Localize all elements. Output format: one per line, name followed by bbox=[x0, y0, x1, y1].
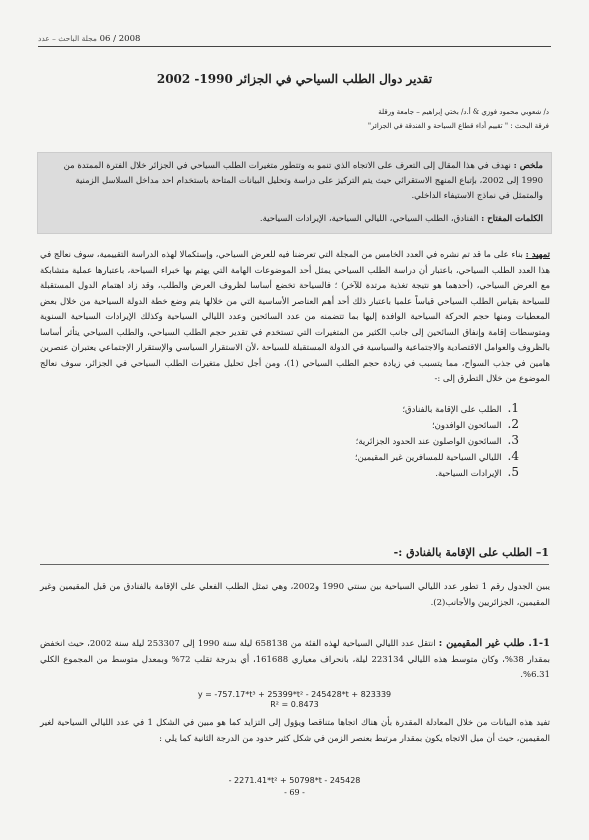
keywords: الكلمات المفتاح : الفنادق، الطلب السياحي، الليالي السياحية، الإيرادات السياحية. bbox=[259, 214, 543, 224]
abstract-text: ملخص : نهدف في هذا المقال إلى التعرف على الاتجاه الذي تنمو به وتتطور متغيرات الطلب السياحي في الجزائر خلال الفترة الممتدة من 1990 إلى 2002، بإتباع المنهج الاستقرائي حيث يتم التركيز على دراسة وتحليل البيانات المتاحة باستخدام احد مداخل السلاسل الزمنية والمتمثل في نماذج الاستيفاء الداخلي. bbox=[63, 161, 543, 201]
list-item: 3.السائحون الواصلون عند الحدود الجزائرية؛ bbox=[355, 433, 519, 447]
list-item: 4.الليالي السياحية للمسافرين غير المقيمين؛ bbox=[354, 449, 519, 463]
abstract-box bbox=[37, 152, 552, 234]
regression-equation: y = -757.17*t³ + 25399*t² - 245428*t + 823339 bbox=[197, 690, 392, 699]
list-item: 1.الطلب على الإقامة بالفنادق؛ bbox=[402, 401, 519, 415]
abstract-label: ملخص : bbox=[513, 161, 543, 171]
list-item: 2.السائحون الوافدون؛ bbox=[431, 417, 519, 431]
list-item: 5.الإيرادات السياحية. bbox=[435, 465, 519, 479]
header-rule bbox=[38, 46, 551, 47]
section-rule bbox=[40, 564, 549, 565]
topics-list bbox=[319, 400, 519, 480]
section-1-heading: 1– الطلب على الإقامة بالفنادق :- bbox=[393, 546, 549, 559]
r-squared: R² = 0.8473 bbox=[270, 700, 319, 709]
article-title: تقدير دوال الطلب السياحي في الجزائر 1990- 2002 bbox=[156, 72, 433, 86]
page-number: - 69 - bbox=[284, 788, 305, 797]
subsection-1-1-paragraph: 1-1. طلب غير المقيمين : انتقل عدد الليالي السياحية لهذه الفئة من 658138 ليلة سنة 1990 إلى 253307 ليلة سنة 2002، حيث انخفض بمقدار 38%، وكان متوسط هذه الليالي 223134 ليلة، بانحراف معياري 161688، أي بدرجة تقلب 72% وبمعدل متوسط من المجموع الكلي 6.31%. bbox=[40, 638, 550, 680]
running-header bbox=[38, 32, 551, 48]
subsection-1-1-label: 1-1. طلب غير المقيمين : bbox=[438, 638, 550, 649]
intro-paragraph: تمهيد : بناء على ما قد تم نشره في العدد الخامس من المجلة التي تعرضنا فيه للعرض السياحي، وإستكمالا لهذه الدراسة التقييمية، سوف نعالج في هذا العدد الطلب السياحي، باعتبار أن دراسة الطلب السياحي يمثل أحد الموضوعات الهامة التي يهتم بها خبراء السياحة، باعتبارها عملية متشابكة مع العرض السياحي، (أحدهما هو نتيجة تغذية مرتدة للآخر) ؛ فالسياحة تخضع أساسا لظروف العرض والطلب، وقد زاد اهتمام الدول المستقبلة للسياحة بقياس الطلب السياحي قياساً علميا باعتبار ذلك أحد أهم العناصر الأساسية التي من خلالها يتم وضع خطة الدولة السياحية من خلال بعض المعطيات ومنها حجم الحركة السياحية الوافدة إليها بما تتضمنه من عدد السائحين وعدد الليالي السياحية وكذلك الإيرادات السياحية السنوية ومتوسطات إقامة وإنفاق السائحين إلى جانب الكثير من المتغيرات التي تستخدم في تقدير حجم الطلب السياحي، والطلب السياحي يتأثر أساسا بالظروف والعوامل الاقتصادية والاجتماعية والسياسية في الدولة المستقبلة للسياحة ،لأن الاستقرار السياسي والإستقرار الإجتماعي يعتبران عنصرين هامين في جذب السواح، مما يتسبب في زيادة حجم الطلب السياحي (1)، ومن أجل تحليل متغيرات الطلب السياحي في الجزائر، سوف نعالج الموضوع من خلال التطرق إلى :- bbox=[40, 250, 551, 384]
subsection-1-1-paragraph-2: تفيد هذه البيانات من خلال المعادلة المقدرة بأن هناك اتجاها متناقصا ويؤول إلى التزايد كما هو مبين في الشكل 1 في عدد الليالي السياحية لغير المقيمين، حيث أن ميل الاتجاه يكون بمقدار مرتبط بعنصر الزمن في شكل كثير حدود من الدرجة الثانية كما يلي : bbox=[40, 718, 550, 744]
slope-equation: - 2271.41*t² + 50798*t - 245428 bbox=[228, 776, 361, 785]
intro-label: تمهيد : bbox=[525, 250, 551, 260]
keywords-label: الكلمات المفتاح : bbox=[481, 214, 543, 224]
section-1-paragraph: يبين الجدول رقم 1 تطور عدد الليالي السياحية بين سنتي 1990 و2002، وهي تمثل الطلب الفعلي على الإقامة بالفنادق من قبل المقيمين وغير المقيمين، الجزائريين والأجانب(2). bbox=[40, 582, 551, 608]
research-team-line: فرقة البحث : " تقييم أداء قطاع السياحة و الفندقة في الجزائر" bbox=[367, 122, 549, 130]
issue-info: 2008 / 06 مجلة الباحث – عدد bbox=[38, 34, 141, 44]
authors-line: د/ شعوبي محمود فوزي & أ.د/ بختي إبراهيم – جامعة ورقلة bbox=[378, 108, 549, 116]
